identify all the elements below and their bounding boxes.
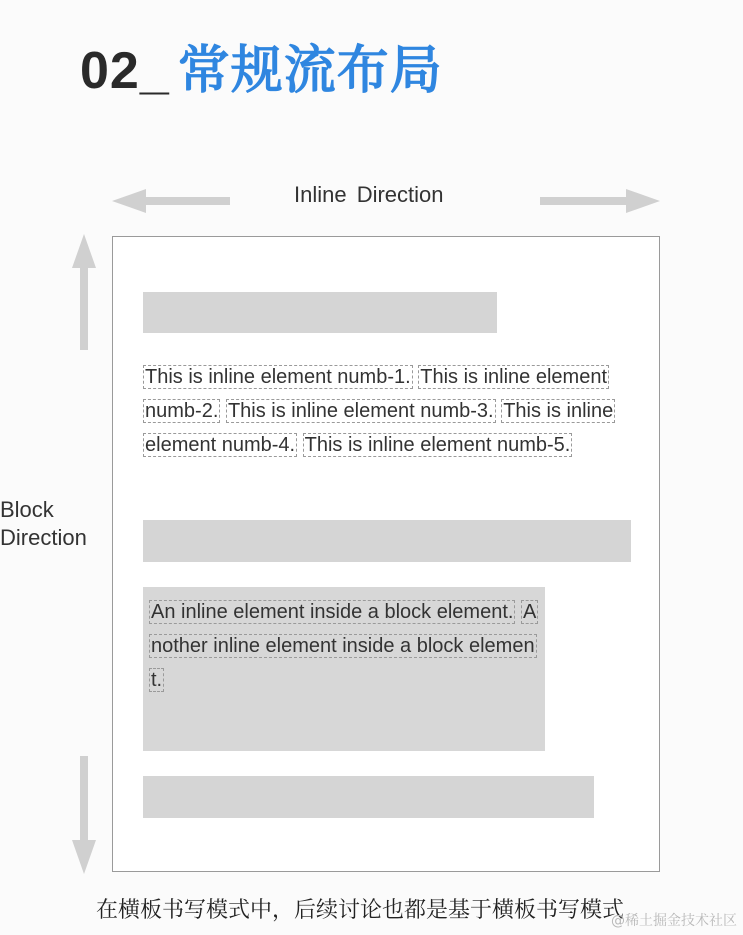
inline-element-4: This is inline element numb-4. (145, 400, 614, 456)
inline-paragraph (143, 360, 635, 462)
block-element (143, 587, 545, 751)
block-bar-1 (143, 292, 497, 333)
block-element-text (149, 595, 541, 697)
arrow-left-icon (112, 189, 230, 213)
inline-element-2: This is inline element numb-2. (145, 366, 607, 422)
block-inline-element-1: An inline element inside a block element. (151, 601, 514, 623)
arrow-up-icon (72, 234, 96, 350)
inline-element-3: This is inline element numb-3. (227, 400, 494, 422)
block-direction-line1: Block (0, 497, 54, 522)
inline-element-5: This is inline element numb-5. (304, 434, 571, 456)
inline-direction-label: Inline Direction (294, 182, 444, 207)
block-bar-3 (143, 776, 594, 818)
block-inline-element-2: Another inline element inside a block element. (151, 601, 537, 691)
arrow-down-icon (72, 756, 96, 874)
bottom-caption: 在横板书写模式中，后续讨论也都是基于横板书写模式 (96, 898, 625, 923)
title-text: 常规流布局 (177, 41, 443, 101)
watermark: @稀土掘金技术社区 (611, 913, 737, 929)
block-direction-line2: Direction (0, 525, 87, 550)
arrow-right-icon (540, 189, 660, 213)
title-number: 02_ (80, 42, 170, 100)
inline-element-1: This is inline element numb-1. (145, 366, 411, 388)
block-bar-2 (143, 520, 631, 562)
